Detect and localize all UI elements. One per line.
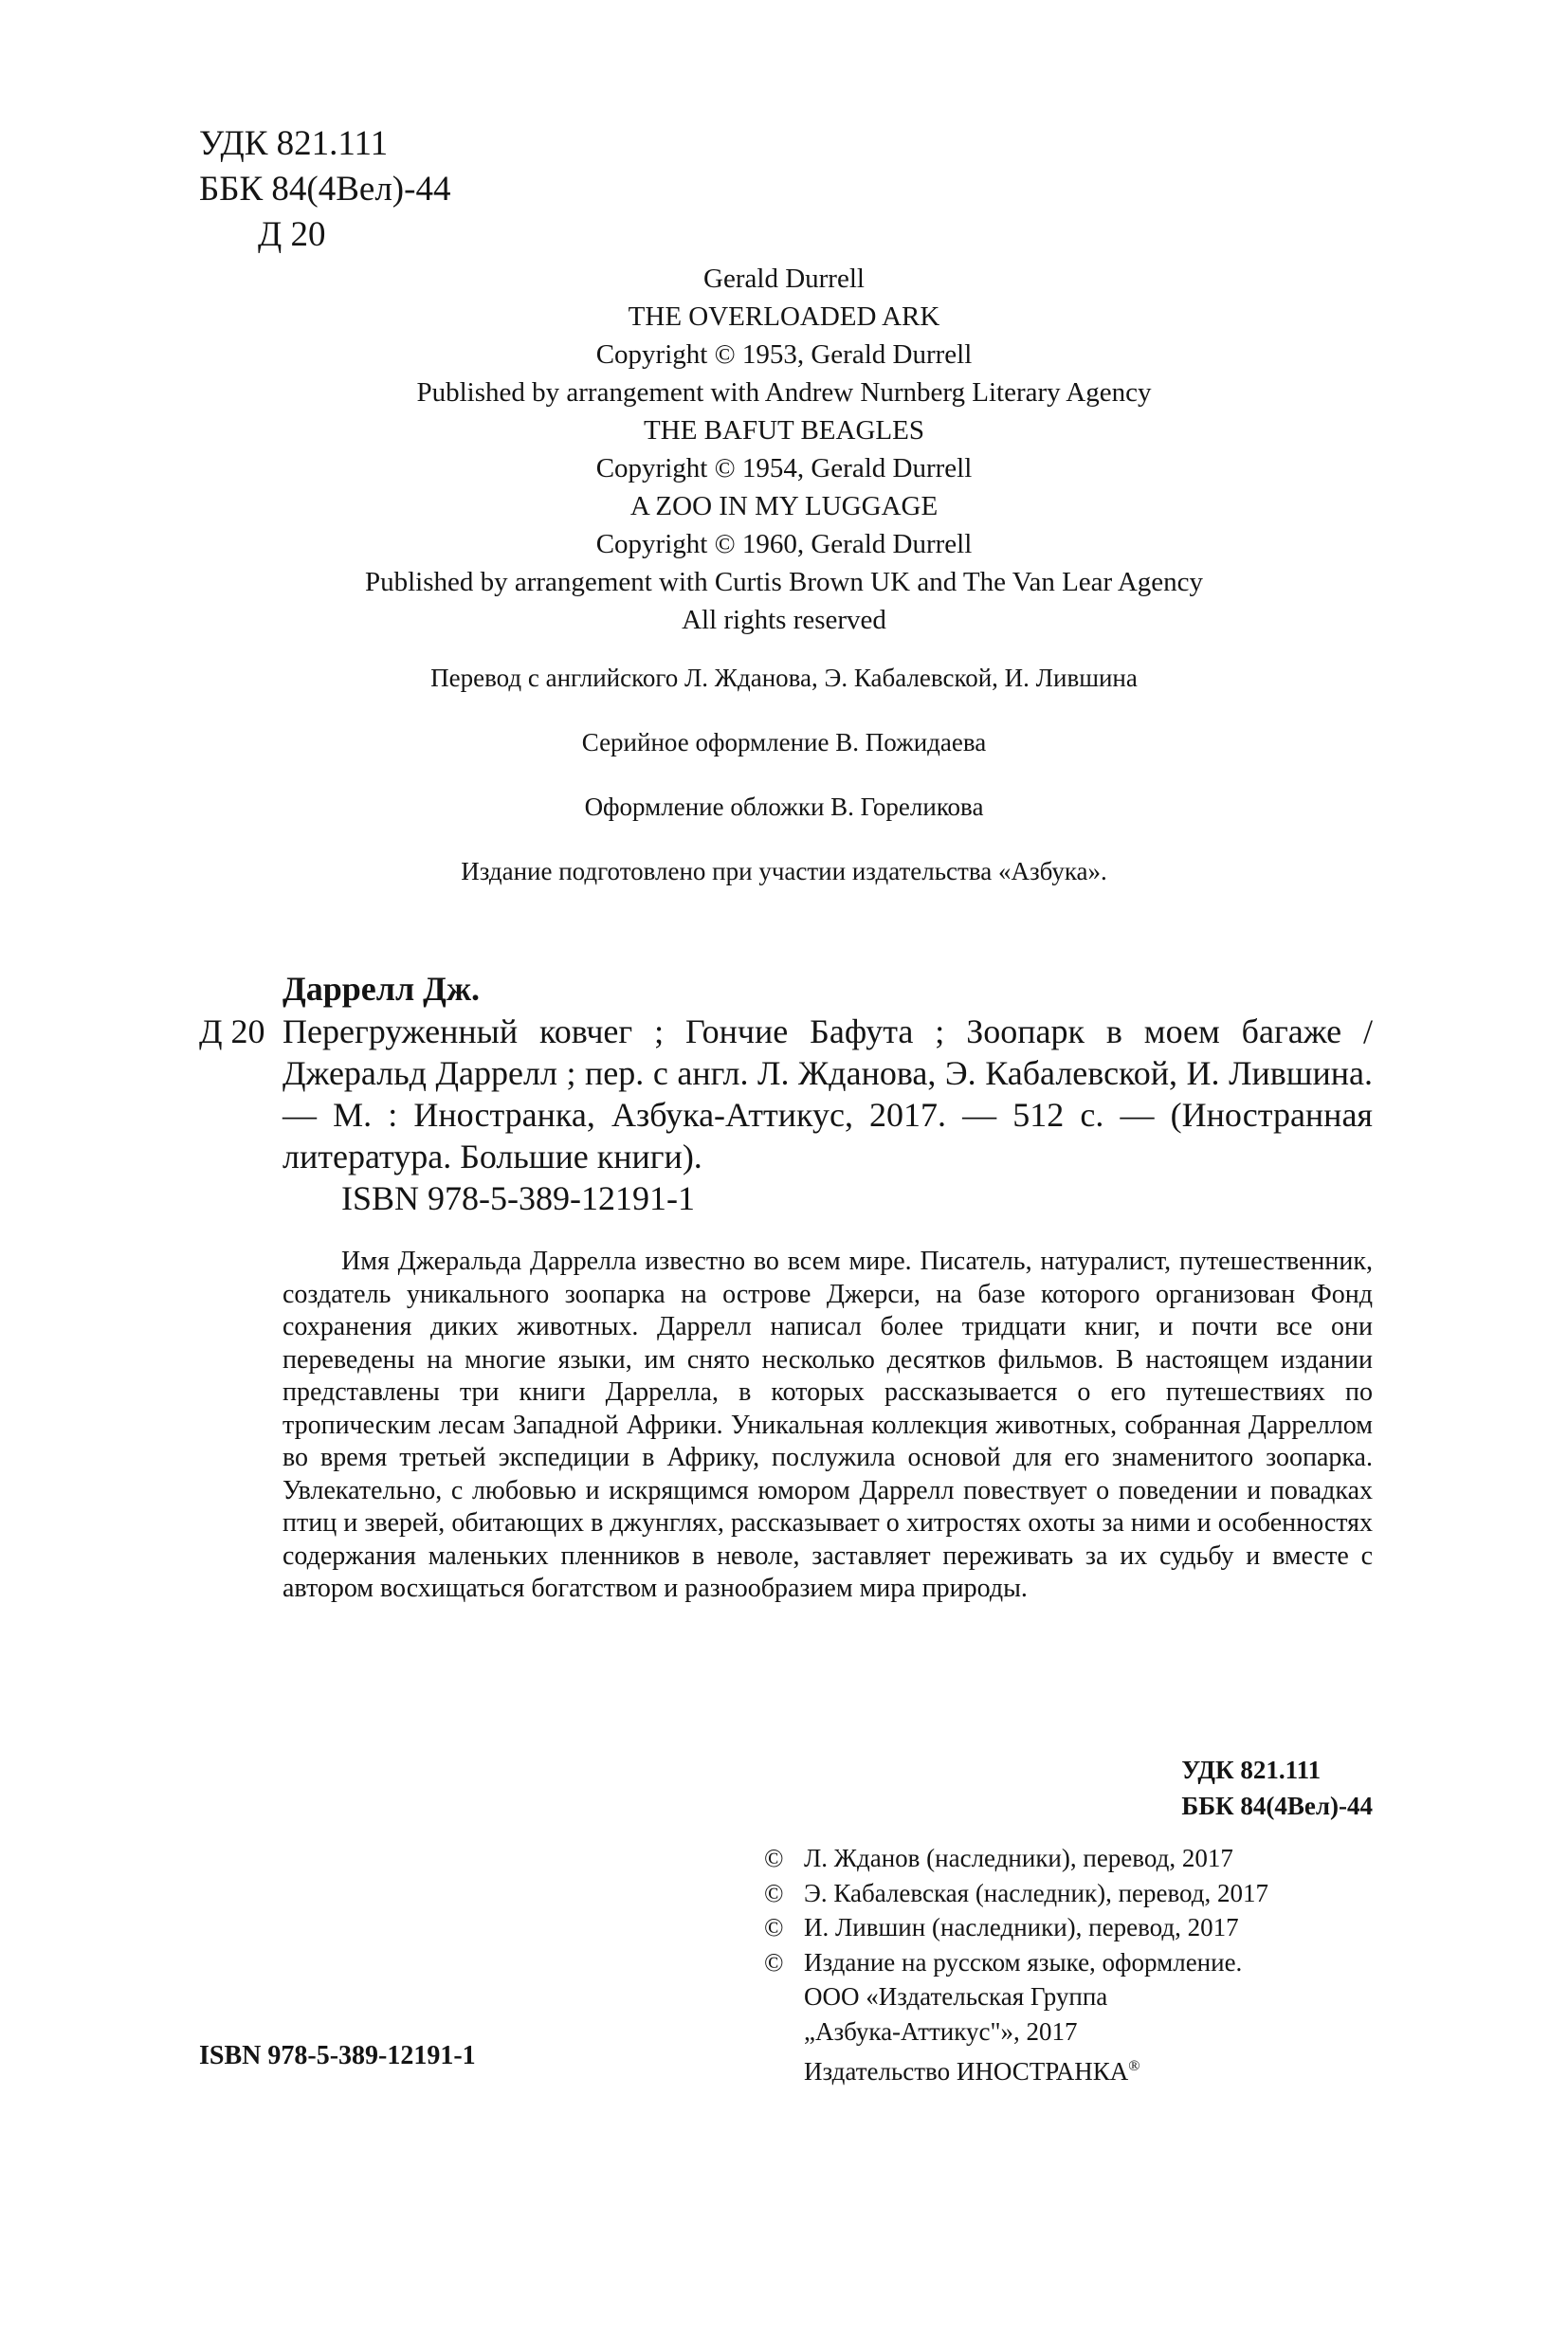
design-notice-line: ООО «Издательская Группа: [804, 1982, 1108, 2011]
copyright-notice-text: И. Лившин (наследники), перевод, 2017: [804, 1913, 1239, 1941]
copyright-symbol: ©: [764, 1913, 784, 1941]
publisher-name: Издательство ИНОСТРАНКА: [804, 2057, 1129, 2086]
isbn-bottom: ISBN 978-5-389-12191-1: [199, 2041, 476, 2070]
copyright-symbol: ©: [764, 1947, 784, 1977]
series-design-credit: Серийное оформление В. Пожидаева: [581, 728, 987, 756]
arrangement-line: Published by arrangement with Curtis Brown UK and The Van Lear Agency: [364, 567, 1204, 597]
library-codes: [199, 121, 450, 258]
cover-design-credit: Оформление обложки В. Гореликова: [584, 793, 984, 821]
original-title: THE BAFUT BEAGLES: [644, 415, 924, 446]
author-mark: Д 20: [258, 215, 326, 254]
copyright-notice-text: Э. Кабалевская (наследник), перевод, 2017: [804, 1878, 1269, 1907]
publisher-note: Издание подготовлено при участии издательства «Азбука».: [461, 857, 1107, 885]
rights-reserved: All rights reserved: [682, 605, 886, 635]
bbk-code: ББК 84(4Вел)-44: [1181, 1792, 1373, 1820]
original-author: Gerald Durrell: [703, 264, 865, 294]
copyright-notices: [755, 1841, 1268, 2089]
copyright-line: Copyright © 1960, Gerald Durrell: [595, 529, 973, 559]
copyright-notice-text: Л. Жданов (наследники), перевод, 2017: [804, 1844, 1233, 1872]
catalog-code: Д 20: [199, 1012, 265, 1050]
catalog-description: Перегруженный ковчег ; Гончие Бафута ; Зоопарк в моем багаже / Джеральд Даррелл ; пер. с англ. Л. Жданова, Э. Кабалевской, И. Лившина. — М. : Иностранка, Азбука-Аттикус, 2017. — 512 с. — (Иностранная литература. Большие книги).: [283, 1012, 1373, 1176]
catalog-entry: [283, 1011, 1373, 1219]
translation-credit: Перевод с английского Л. Жданова, Э. Кабалевской, И. Лившина: [430, 664, 1138, 692]
copyright-symbol: ©: [764, 1844, 784, 1872]
copyright-notice: [755, 1910, 1268, 1945]
arrangement-line: Published by arrangement with Andrew Nurnberg Literary Agency: [416, 377, 1152, 408]
copyright-symbol: ©: [764, 1878, 784, 1907]
copyright-notice: [755, 1876, 1268, 1911]
original-title: THE OVERLOADED ARK: [628, 301, 940, 332]
library-codes-bottom: [1181, 1752, 1373, 1824]
original-title: A ZOO IN MY LUGGAGE: [629, 491, 939, 521]
udk-code: УДК 821.111: [1181, 1756, 1322, 1784]
copyright-line: Copyright © 1953, Gerald Durrell: [595, 339, 973, 370]
design-notice-line: „Азбука-Аттикус"», 2017: [804, 2016, 1078, 2046]
catalog-isbn: ISBN 978-5-389-12191-1: [341, 1179, 695, 1217]
book-abstract: Имя Джеральда Даррелла известно во всем мире. Писатель, натуралист, путешественник, создатель уникального зоопарка на острове Джерси, на базе которого организован Фонд сохранения диких животных. Даррелл написал более тридцати книг, и почти все они переведены на многие языки, им снято несколько десятков фильмов. В настоящем издании представлены три книги Даррелла, в которых рассказывается о его путешествиях по тропическим лесам Западной Африки. Уникальная коллекция животных, собранная Дарреллом во время третьей экспедиции в Африку, послужила основой для его знаменитого зоопарка. Увлекательно, с любовью и искрящимся юмором Даррелл повествует о поведении и повадках птиц и зверей, обитающих в джунглях, рассказывает о хитростях охоты за ними и особенностях содержания маленьких пленников в неволе, заставляет переживать за их судьбу и вместе с автором восхищаться богатством и разнообразием мира природы.: [283, 1247, 1373, 1603]
copyright-notice: [755, 1841, 1268, 1876]
design-notice-line: Издание на русском языке, оформление.: [804, 1947, 1243, 1977]
original-copyright-block: [0, 260, 1568, 639]
bbk-code: ББК 84(4Вел)-44: [199, 170, 451, 209]
udk-code: УДК 821.111: [199, 124, 389, 163]
copyright-notice-design: [755, 1945, 1268, 2089]
catalog-author: Даррелл Дж.: [283, 970, 481, 1008]
registered-mark: ®: [1128, 2057, 1140, 2074]
copyright-line: Copyright © 1954, Gerald Durrell: [595, 453, 973, 483]
design-notice-line: [804, 2049, 1268, 2089]
